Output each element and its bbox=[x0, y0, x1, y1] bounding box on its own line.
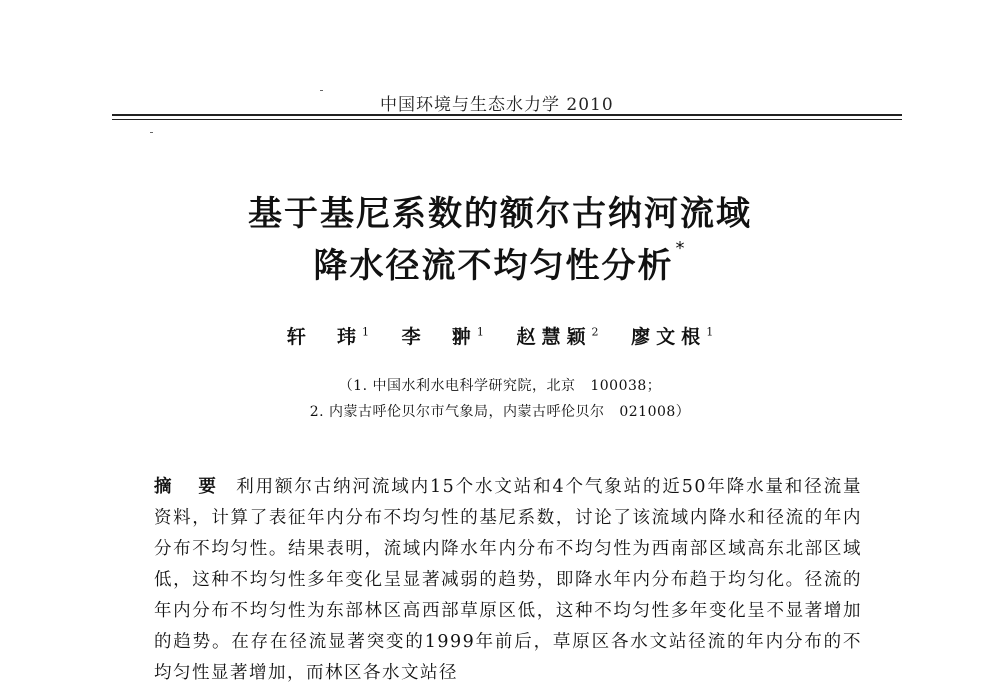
author bbox=[402, 326, 484, 348]
abstract-text: 利用额尔古纳河流域内15个水文站和4个气象站的近50年降水量和径流量资料，计算了表征年内分布不均匀性的基尼系数，讨论了该流域内降水和径流的年内分布不均匀性。结果表明，流域内降水年内分布不均匀性为西南部区域高东北部区域低，这种不均匀性多年变化呈显著减弱的趋势，即降水年内分布趋于均匀化。径流的年内分布不均匀性为东部林区高西部草原区低，这种不均匀性多年变化呈不显著增加的趋势。在存在径流显著突变的1999年前后，草原区各水文站径流的年内分布的不均匀性显著增加，而林区各水文站径 bbox=[154, 477, 862, 683]
scan-speck bbox=[320, 90, 323, 91]
author bbox=[631, 326, 713, 348]
scan-speck bbox=[150, 132, 153, 133]
abstract-label: 摘 要 bbox=[154, 477, 227, 497]
author-affil-mark: 1 bbox=[362, 325, 370, 339]
affiliation-1: （1. 中国水利水电科学研究院，北京 100038； bbox=[338, 378, 662, 394]
author-affil-mark: 1 bbox=[706, 325, 714, 339]
author-name: 赵慧颖 bbox=[516, 326, 592, 348]
paper-title-line-1: 基于基尼系数的额尔古纳河流域 bbox=[248, 194, 752, 234]
header-rule-thick bbox=[112, 114, 902, 116]
author-name: 廖文根 bbox=[631, 326, 707, 348]
author-name: 轩 玮 bbox=[286, 326, 363, 348]
paper-title-line-2 bbox=[0, 238, 1000, 287]
author-name: 李 翀 bbox=[401, 326, 477, 348]
paper-title-line-2-text: 降水径流不均匀性分析 bbox=[313, 246, 674, 286]
affiliation-2: 2. 内蒙古呼伦贝尔市气象局，内蒙古呼伦贝尔 021008） bbox=[309, 404, 691, 420]
abstract bbox=[154, 472, 862, 689]
author-list bbox=[0, 322, 1000, 349]
author-affil-mark: 2 bbox=[591, 325, 599, 339]
author bbox=[287, 326, 369, 348]
author-affil-mark: 1 bbox=[476, 325, 484, 339]
journal-header: 中国环境与生态水力学 2010 bbox=[380, 95, 614, 115]
author bbox=[517, 326, 599, 348]
header-rule-thin bbox=[112, 119, 902, 120]
title-footnote-mark: * bbox=[675, 238, 687, 259]
